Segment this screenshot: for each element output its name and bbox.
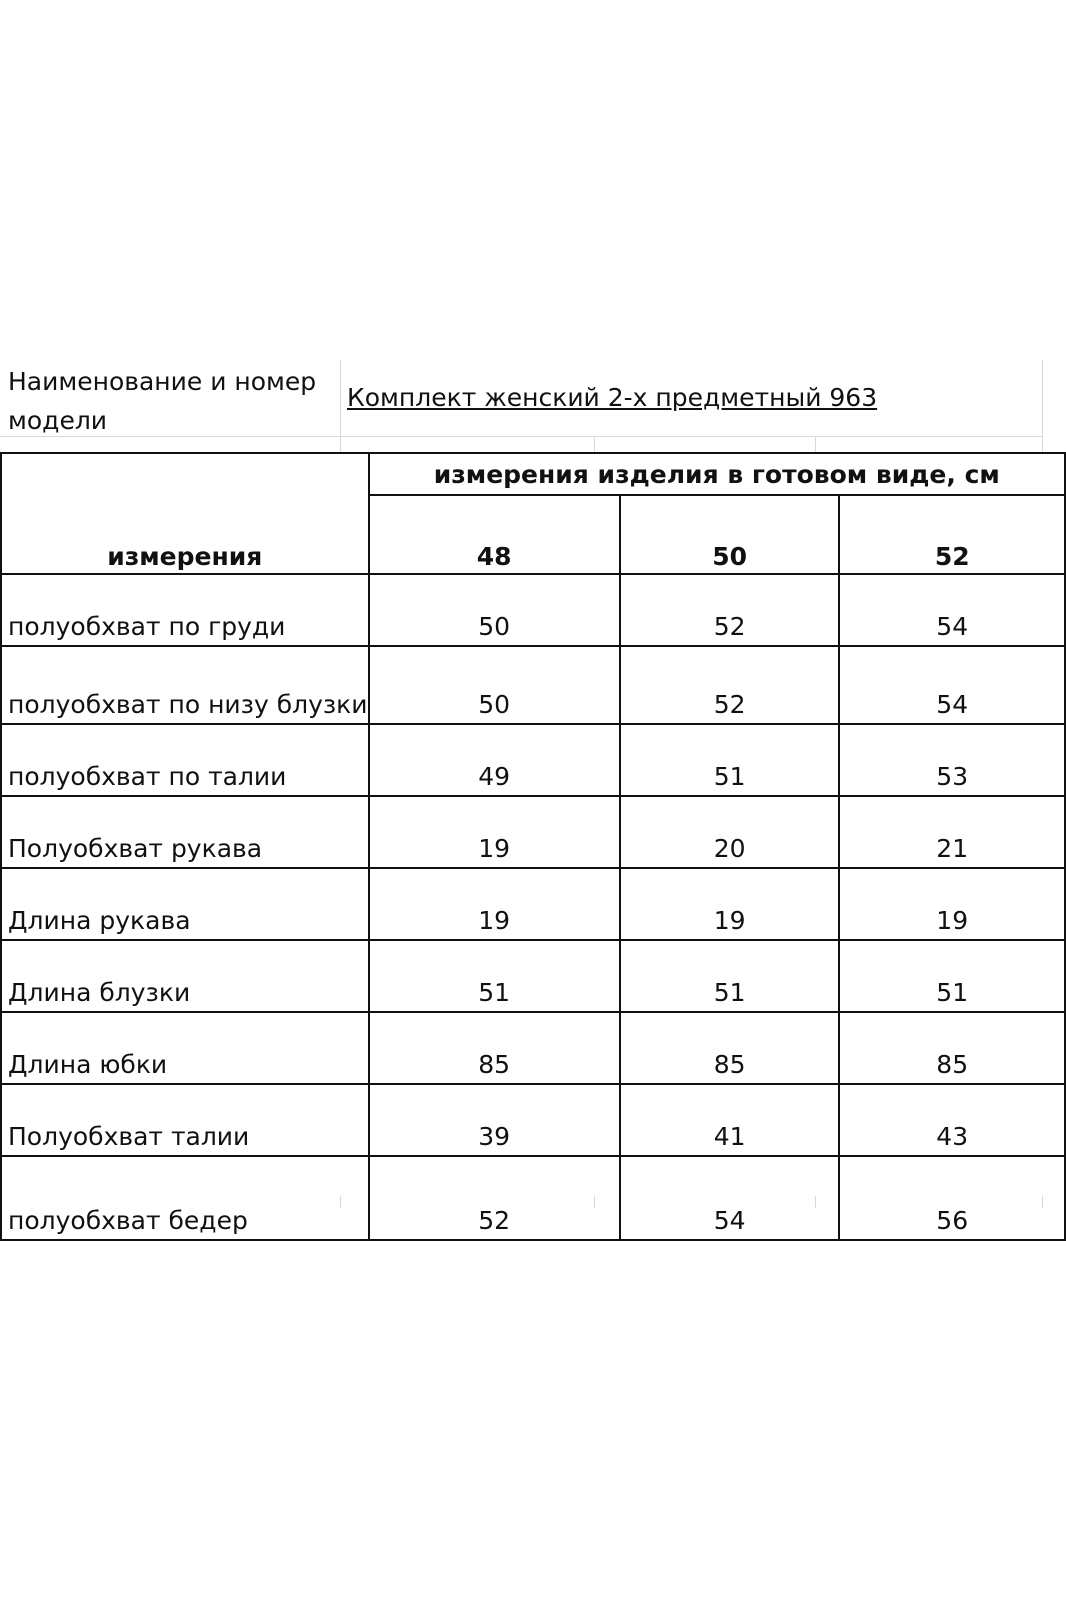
measurement-value: 51 (369, 940, 620, 1012)
measurement-value: 54 (839, 574, 1065, 646)
measurement-label: полуобхват бедер (1, 1156, 369, 1240)
measurement-label: Длина рукава (1, 868, 369, 940)
measurement-value: 19 (839, 868, 1065, 940)
grid-line (815, 436, 816, 452)
measurement-value: 85 (839, 1012, 1065, 1084)
measurement-label: Полуобхват талии (1, 1084, 369, 1156)
measurement-value: 19 (369, 796, 620, 868)
table-row (1, 796, 1065, 868)
finished-product-header: измерения изделия в готовом виде, см (369, 453, 1065, 495)
measurement-value: 49 (369, 724, 620, 796)
measurement-value: 51 (620, 724, 840, 796)
measurement-value: 56 (839, 1156, 1065, 1240)
measurement-value: 41 (620, 1084, 840, 1156)
measurement-value: 20 (620, 796, 840, 868)
measurement-value: 54 (839, 646, 1065, 724)
measurement-label: Длина юбки (1, 1012, 369, 1084)
model-name-label: Наименование и номер модели (8, 367, 317, 435)
grid-line (594, 436, 595, 452)
size-header: 50 (620, 495, 840, 574)
size-header: 48 (369, 495, 620, 574)
measurement-value: 85 (620, 1012, 840, 1084)
measurement-value: 50 (369, 646, 620, 724)
table-row (1, 1012, 1065, 1084)
measurement-value: 52 (369, 1156, 620, 1240)
table-row (1, 1084, 1065, 1156)
table-row (1, 724, 1065, 796)
model-name-value: Комплект женский 2-х предметный 963 (347, 383, 878, 412)
size-header: 52 (839, 495, 1065, 574)
table-row (1, 1156, 1065, 1240)
table-row (1, 646, 1065, 724)
measurement-label: Длина блузки (1, 940, 369, 1012)
measurement-value: 39 (369, 1084, 620, 1156)
measurement-value: 21 (839, 796, 1065, 868)
measurement-label: Полуобхват рукава (1, 796, 369, 868)
measurement-value: 85 (369, 1012, 620, 1084)
measurement-value: 19 (620, 868, 840, 940)
measurement-label: полуобхват по талии (1, 724, 369, 796)
measurement-value: 53 (839, 724, 1065, 796)
table-row (1, 940, 1065, 1012)
measurement-value: 19 (369, 868, 620, 940)
measurement-value: 54 (620, 1156, 840, 1240)
header-row (1, 453, 1065, 495)
measurement-label: полуобхват по груди (1, 574, 369, 646)
measurement-value: 51 (620, 940, 840, 1012)
grid-line (1042, 360, 1043, 452)
measurement-label: полуобхват по низу блузки (1, 646, 369, 724)
measurement-value: 43 (839, 1084, 1065, 1156)
measurement-value: 52 (620, 646, 840, 724)
measurement-value: 51 (839, 940, 1065, 1012)
measurements-header: измерения (1, 453, 369, 574)
table-row (1, 574, 1065, 646)
grid-line (340, 360, 341, 452)
table-row (1, 868, 1065, 940)
measurement-value: 52 (620, 574, 840, 646)
size-chart-table (0, 452, 1066, 1241)
measurement-value: 50 (369, 574, 620, 646)
